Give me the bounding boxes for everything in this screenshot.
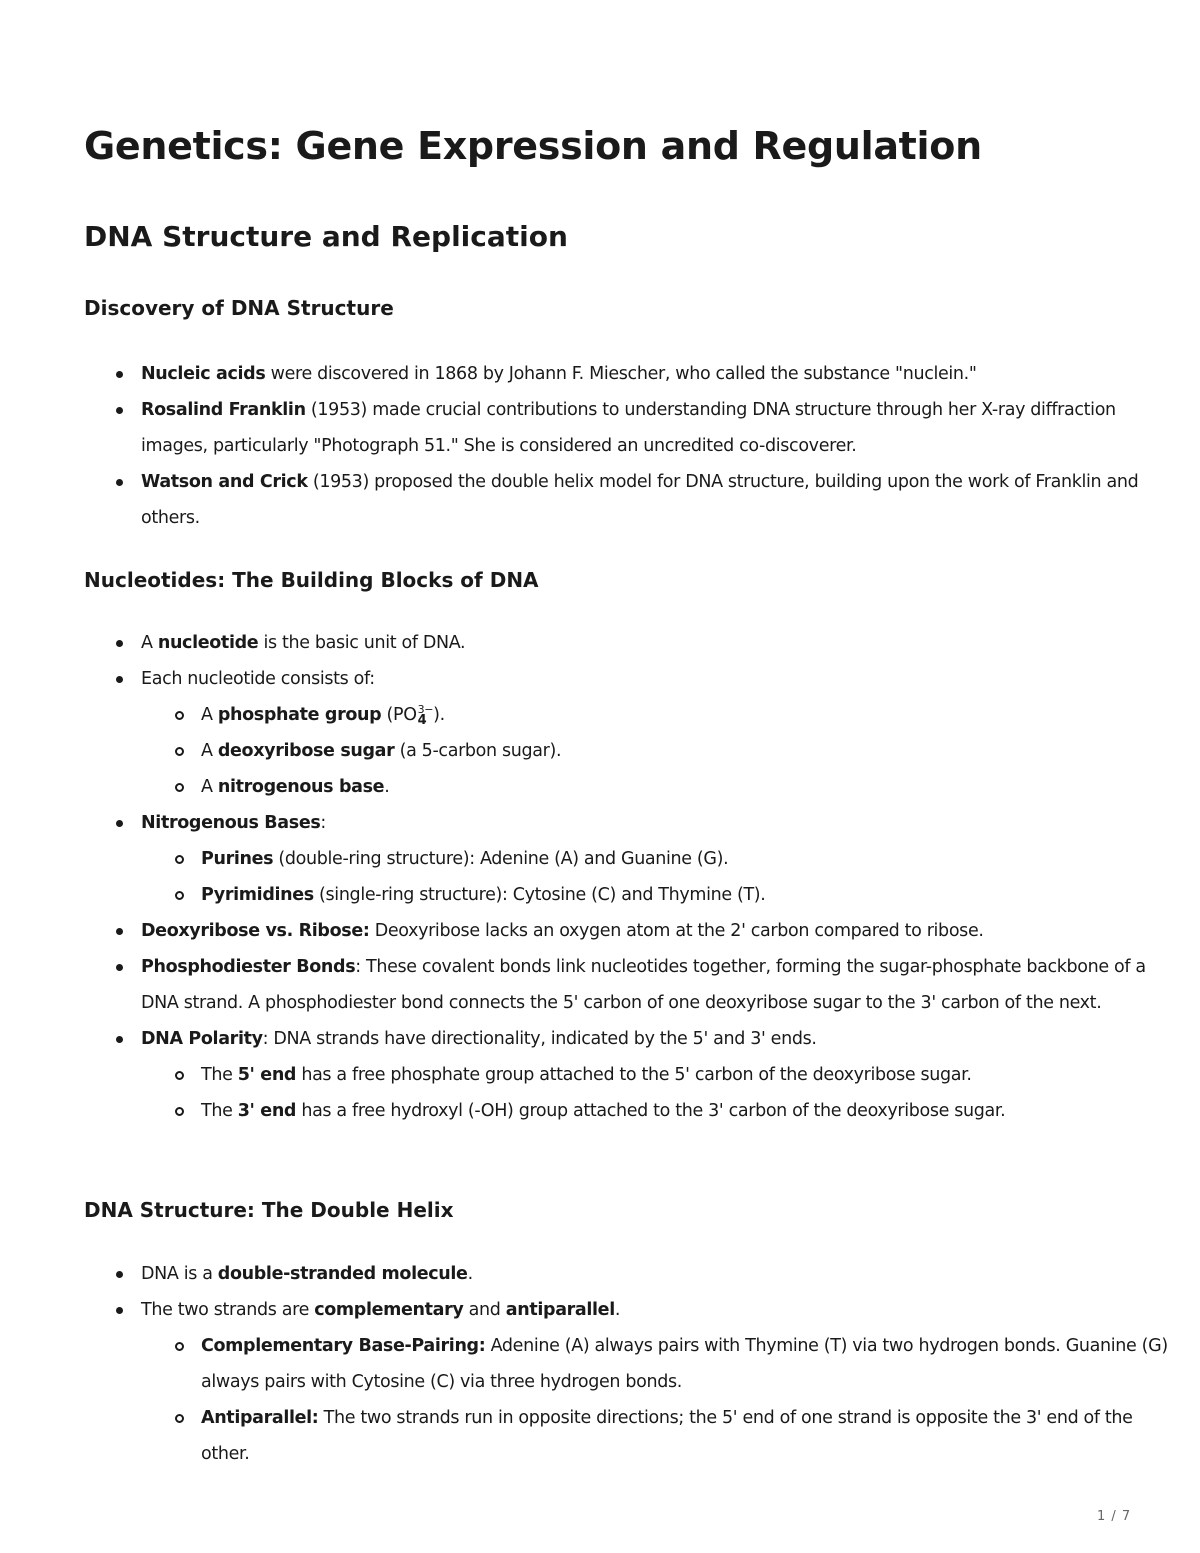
helix-sublist: [141, 1328, 1181, 1472]
item-text: : These covalent bonds link nucleotides together, forming the sugar-phosphate backbone of a DNA strand. A phosphodiester bond connects the 5' carbon of one deoxyribose sugar to the 3' carbon of the next.: [141, 957, 1146, 1013]
text: A: [201, 705, 218, 725]
list-item: [201, 1400, 1181, 1472]
item-text: were discovered in 1868 by Johann F. Miescher, who called the substance "nuclein.": [265, 364, 977, 384]
text: A: [201, 741, 218, 761]
list-item: [201, 841, 1181, 877]
item-text: has a free hydroxyl (-OH) group attached to the 3' carbon of the deoxyribose sugar.: [296, 1101, 1006, 1121]
term: Complementary Base-Pairing:: [201, 1336, 486, 1356]
item-text: (a 5-carbon sugar).: [394, 741, 562, 761]
text: The: [201, 1065, 238, 1085]
list-item: [141, 1292, 1181, 1472]
charge-index: [418, 704, 434, 726]
term: Antiparallel:: [201, 1408, 319, 1428]
list-item: [141, 913, 1181, 949]
text: and: [463, 1300, 506, 1320]
list-item: [141, 805, 1181, 913]
list-item: [141, 949, 1181, 1021]
helix-heading: DNA Structure: The Double Helix: [84, 1198, 454, 1222]
item-text: :: [320, 813, 326, 833]
list-item: [141, 356, 1181, 392]
term: complementary: [314, 1300, 464, 1320]
list-item: [201, 769, 1181, 805]
term: Rosalind Franklin: [141, 400, 306, 420]
list-item: [201, 1093, 1181, 1129]
list-item: [201, 697, 1181, 733]
helix-list: [84, 1256, 1181, 1472]
term: Purines: [201, 849, 274, 869]
term: Watson and Crick: [141, 472, 308, 492]
term: double-stranded molecule: [217, 1264, 468, 1284]
item-text: : DNA strands have directionality, indicated by the 5' and 3' ends.: [262, 1029, 817, 1049]
item-text: (double-ring structure): Adenine (A) and Guanine (G).: [273, 849, 729, 869]
list-item: [141, 661, 1181, 805]
nucleotides-list: [84, 625, 1181, 1129]
list-item: [201, 1057, 1181, 1093]
subscript: 4: [417, 713, 427, 728]
item-text: (1953) made crucial contributions to understanding DNA structure through her X-ray diffraction images, particularly "Photograph 51." She is considered an uncredited co-discoverer.: [141, 400, 1116, 456]
item-text: Deoxyribose lacks an oxygen atom at the 2' carbon compared to ribose.: [369, 921, 984, 941]
discovery-heading: Discovery of DNA Structure: [84, 296, 394, 320]
components-list: [141, 697, 1181, 805]
discovery-list: [84, 356, 1181, 536]
item-text: .: [384, 777, 390, 797]
item-text: The two strands run in opposite directions; the 5' end of one strand is opposite the 3' end of the other.: [201, 1408, 1133, 1464]
text: The: [201, 1101, 238, 1121]
text: A: [201, 777, 218, 797]
term: 5' end: [237, 1065, 297, 1085]
list-item: [141, 625, 1181, 661]
polarity-list: [141, 1057, 1181, 1129]
term: 3' end: [237, 1101, 297, 1121]
list-item: [141, 392, 1181, 464]
term: Phosphodiester Bonds: [141, 957, 356, 977]
term: DNA Polarity: [141, 1029, 263, 1049]
list-item: [141, 464, 1181, 536]
term: nucleotide: [157, 633, 259, 653]
nucleotides-heading: Nucleotides: The Building Blocks of DNA: [84, 568, 539, 592]
term: Nitrogenous Bases: [141, 813, 321, 833]
list-item: [201, 877, 1181, 913]
list-item: [141, 1256, 1181, 1292]
item-text: .: [467, 1264, 473, 1284]
list-item: [141, 1021, 1181, 1129]
item-text: .: [614, 1300, 621, 1320]
term: phosphate group: [217, 705, 382, 725]
term: Nucleic acids: [141, 364, 266, 384]
term: Pyrimidines: [201, 885, 314, 905]
bases-list: [141, 841, 1181, 913]
text: ).: [433, 705, 445, 725]
term: antiparallel: [505, 1300, 615, 1320]
item-text: is the basic unit of DNA.: [258, 633, 466, 653]
text: The two strands are: [141, 1300, 315, 1320]
item-text: (single-ring structure): Cytosine (C) and Thymine (T).: [313, 885, 766, 905]
term: Deoxyribose vs. Ribose:: [141, 921, 370, 941]
section-heading: DNA Structure and Replication: [84, 220, 568, 253]
document-title: Genetics: Gene Expression and Regulation: [84, 124, 982, 168]
term: deoxyribose sugar: [217, 741, 395, 761]
item-text: (1953) proposed the double helix model for DNA structure, building upon the work of Franklin and others.: [141, 472, 1139, 528]
page-number: 1 / 7: [1097, 1509, 1132, 1524]
text: DNA is a: [141, 1264, 218, 1284]
text: (PO: [381, 705, 417, 725]
item-text: Adenine (A) always pairs with Thymine (T) via two hydrogen bonds. Guanine (G) always pairs with Cytosine (C) via three hydrogen bonds.: [201, 1336, 1168, 1392]
list-item: [201, 733, 1181, 769]
term: nitrogenous base: [217, 777, 385, 797]
superscript: 3−: [417, 703, 434, 716]
text: A: [141, 633, 158, 653]
list-item: [201, 1328, 1181, 1400]
item-text: has a free phosphate group attached to the 5' carbon of the deoxyribose sugar.: [296, 1065, 972, 1085]
chemical-formula: [381, 703, 445, 728]
item-text: Each nucleotide consists of:: [141, 669, 375, 689]
